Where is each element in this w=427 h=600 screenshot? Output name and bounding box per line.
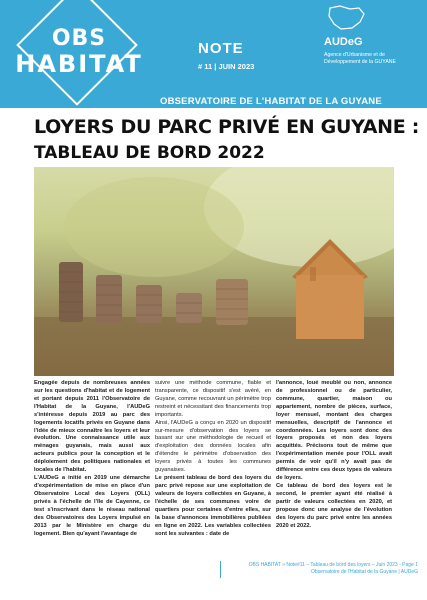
guyane-map-icon <box>326 4 366 32</box>
page-footer <box>222 562 418 576</box>
oll-paragraph: L'AUDeG a initié en 2019 une démarche d'expérimentation de mise en place d'un Observatoire Local des Loyers (OLL) privés à l'échelle de l'île de Cayenne, ce test s'inscrivant dans le réseau national des Observatoires des Loyers impulsé en 2013 par le Ministère en charge du logement. Bien qu'ayant l'avantage de <box>34 475 150 537</box>
footer-line-1: OBS HABITAT » Note#11 – Tableau de bord des loyers – Juin 2023 - Page 1 <box>248 562 418 568</box>
dashboard-paragraph: Le présent tableau de bord des loyers du parc privé repose sur une exploitation de valeurs de loyers collectées en Guyane, à l'échelle de ses communes voire de quartiers pour certaines d'entre elles, sur la base d'annonces immobilières publiées en ligne en 2022. Les variables collectées sont les suivantes : date de <box>155 475 271 537</box>
agency-name: AUDeG <box>324 36 363 48</box>
audeg-device-paragraph: Ainsi, l'AUDeG a conçu en 2020 un dispositif sur-mesure d'observation des loyers se basant sur une méthodologie de recueil et d'exploitation des données locales afin d'étendre le périmètre d'observation des loyers privés à toutes les communes guyanaises. <box>155 419 271 474</box>
header-band <box>0 0 427 108</box>
page-title: LOYERS DU PARC PRIVÉ EN GUYANE : <box>34 116 420 138</box>
footer-divider <box>220 561 221 578</box>
body-column-3 <box>276 380 392 531</box>
note-label: NOTE <box>198 40 244 57</box>
evolution-paragraph: Ce tableau de bord des loyers est le second, le premier ayant été réalisé à partir de valeurs collectées en 2020, et propose donc une analyse de l'évolution des loyers du parc privé entre les années 2020 et 2022. <box>276 482 392 529</box>
house-and-coins-photo <box>34 167 394 376</box>
footer-line-2: Observatoire de l'Habitat de la Guyane | AUDeG <box>310 569 418 575</box>
variables-paragraph: l'annonce, loué meublé ou non, annonce de professionnel ou de particulier, commune, quartier, maison ou appartement, nombre de pièces, surface, loyer mensuel, montant des charges mensuelles, descriptif de l'annonce et coordonnées. Les loyers sont donc des loyers proposés et non des loyers acquittés. Précisons tout de même que l'expérimentation menée pour l'OLL avait permis de voir qu'il n'y avait pas de différence entre ces deux types de valeurs de loyers. <box>276 380 392 482</box>
note-number: # 11 | JUIN 2023 <box>198 62 255 71</box>
intro-paragraph: Engagée depuis de nombreuses années sur les questions d'habitat et de logement et portant depuis 2011 l'Observatoire de l'Habitat de la Guyane, l'AUDeG s'intéresse depuis 2019 au parc des logements locatifs privés en Guyane dans l'idée de mieux connaître les loyers et leur évolution. Une connaissance utile aux ménages guyanais, mais aussi aux acteurs publics pour la conception et le déploiement des politiques nationales et locales de l'habitat. <box>34 380 150 474</box>
page-subtitle: TABLEAU DE BORD 2022 <box>34 143 265 163</box>
observatory-band-title: OBSERVATOIRE DE L'HABITAT DE LA GUYANE <box>160 96 382 107</box>
body-column-2 <box>155 380 271 538</box>
logo-line-2: HABITAT <box>15 50 143 78</box>
logo-line-1: OBS <box>51 26 107 51</box>
obs-habitat-logo <box>14 28 144 76</box>
method-paragraph: suivre une méthode commune, fiable et transparente, ce dispositif s'est avéré, en Guyane, comme recouvrant un périmètre trop restreint et nécessitant des financements trop importants. <box>155 380 271 418</box>
agency-tagline: Agence d'Urbanisme et de Développement de la GUYANE <box>324 52 396 65</box>
body-column-1 <box>34 380 150 538</box>
